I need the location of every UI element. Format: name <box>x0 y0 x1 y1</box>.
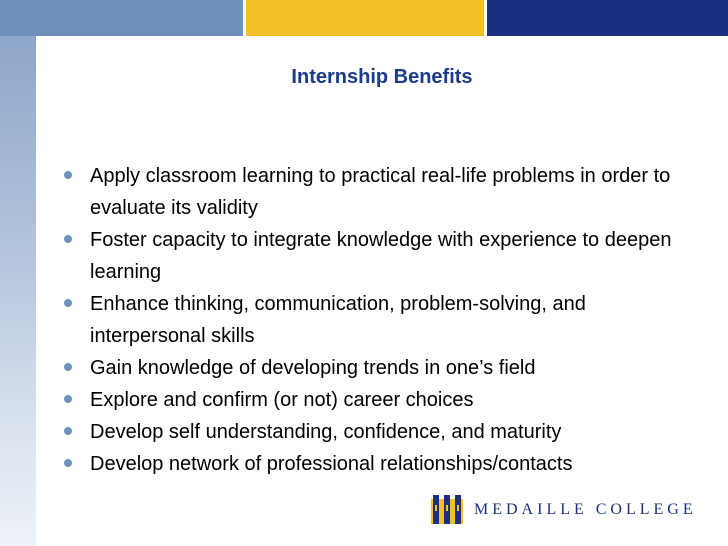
bullet-icon <box>64 171 72 179</box>
logo-text: MEDAILLE COLLEGE <box>474 501 697 518</box>
bullet-icon <box>64 363 72 371</box>
header-bar-navy <box>487 0 728 36</box>
bullet-icon <box>64 427 72 435</box>
bullet-item <box>56 416 706 448</box>
bullet-text: Develop network of professional relationships/contacts <box>90 453 573 475</box>
bullet-text: Foster capacity to integrate knowledge with experience to deepen learning <box>90 229 672 283</box>
header-bar-gold <box>246 0 484 36</box>
bullet-icon <box>64 299 72 307</box>
college-logo <box>430 495 697 525</box>
bullet-icon <box>64 395 72 403</box>
side-gradient-bar <box>0 36 36 546</box>
bullet-item <box>56 448 706 480</box>
bullet-icon <box>64 235 72 243</box>
bullet-list <box>56 160 706 480</box>
slide-content <box>36 36 728 546</box>
header-bar-blue <box>0 0 243 36</box>
bullet-icon <box>64 459 72 467</box>
bullet-text: Enhance thinking, communication, problem-solving, and interpersonal skills <box>90 293 586 347</box>
bullet-item <box>56 352 706 384</box>
bullet-text: Explore and confirm (or not) career choices <box>90 389 474 411</box>
bullet-item <box>56 160 706 224</box>
bullet-item <box>56 224 706 288</box>
bullet-item <box>56 288 706 352</box>
bullet-item <box>56 384 706 416</box>
building-logo-icon <box>430 495 464 525</box>
slide-title: Internship Benefits <box>291 66 473 88</box>
bullet-text: Gain knowledge of developing trends in one’s field <box>90 357 536 379</box>
bullet-text: Apply classroom learning to practical real-life problems in order to evaluate its validity <box>90 165 671 219</box>
bullet-text: Develop self understanding, confidence, and maturity <box>90 421 562 443</box>
